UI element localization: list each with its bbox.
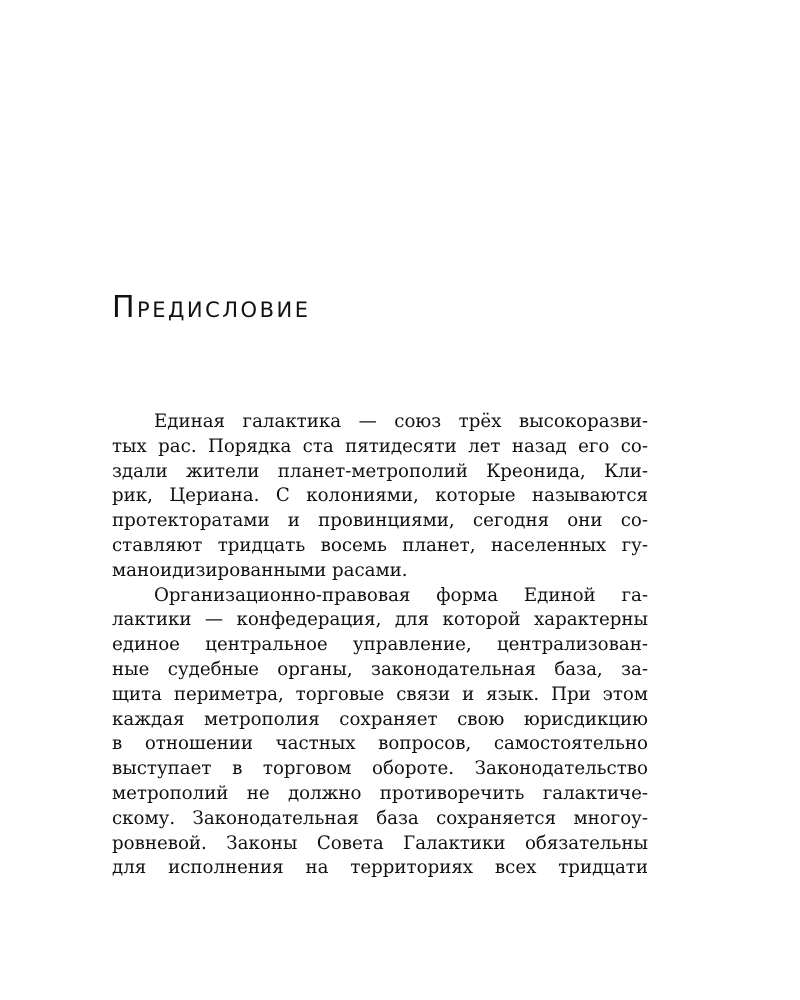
text-line: протекторатами и провинциями, сегодня они со-	[112, 510, 648, 532]
text-line: ные судебные органы, законодательная база, за-	[112, 658, 648, 680]
body-text	[112, 410, 648, 881]
text-line: Организационно-правовая форма Единой га-	[154, 584, 648, 606]
text-line: единое центральное управление, централизован-	[112, 634, 648, 656]
text-line: рик, Цериана. С колониями, которые называются	[112, 485, 648, 507]
text-line: щита периметра, торговые связи и язык. При этом	[112, 683, 648, 705]
chapter-title: Предисловие	[112, 290, 311, 325]
text-line: Единая галактика — союз трёх высокоразви-	[154, 411, 648, 432]
text-line: в отношении частных вопросов, самостоятельно	[112, 733, 648, 755]
text-line: выступает в торговом обороте. Законодательство	[112, 758, 648, 780]
text-line: здали жители планет-метрополий Креонида, Кли-	[112, 460, 648, 482]
text-line: метрополий не должно противоречить галактиче-	[112, 782, 648, 804]
paragraph	[112, 410, 648, 584]
text-line: лактики — конфедерация, для которой характерны	[112, 609, 648, 631]
text-line: для исполнения на территориях всех тридцати	[112, 857, 648, 879]
text-line: ставляют тридцать восемь планет, населенных гу-	[112, 534, 648, 556]
text-line: тых рас. Порядка ста пятидесяти лет назад его со-	[112, 435, 648, 457]
text-line: ровневой. Законы Совета Галактики обязательны	[112, 832, 648, 854]
text-line: маноидизированными расами.	[112, 559, 408, 581]
text-line: скому. Законодательная база сохраняется многоу-	[112, 807, 648, 829]
text-line: каждая метрополия сохраняет свою юрисдикцию	[112, 708, 648, 730]
paragraph	[112, 584, 648, 882]
